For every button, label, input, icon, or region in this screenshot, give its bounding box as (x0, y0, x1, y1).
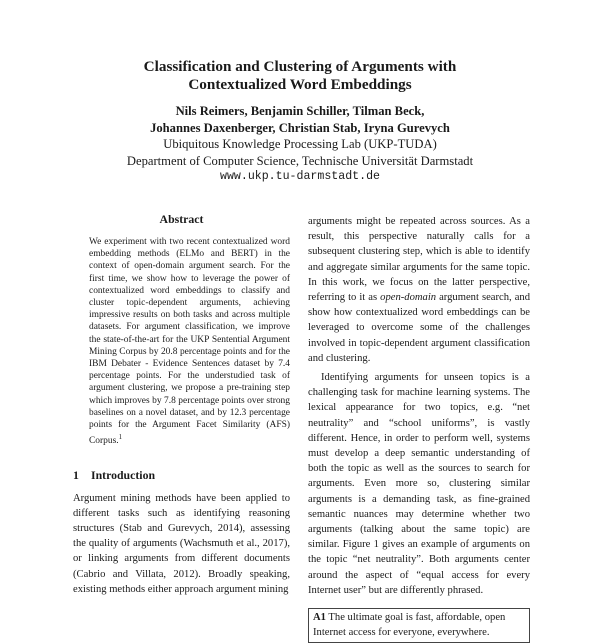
body-paragraph: Identifying arguments for unseen topics is a challenging task for machine learning systems. The lexical appearance for two topics, e.g. “net neutrality” and “school uniforms”, is vastly different. Hence, in order to perform well, systems must develop a deep semantic understanding of both the topic as well as the sources to search for arguments. Even more so, clustering similar arguments is a demanding task, as fine-grained semantic nuances may determine whether two arguments (talking about the same topic) are similar. Figure 1 gives an example of arguments on the topic “net neutrality”. Both arguments center around the aspect of “equal access for every Internet user” but are differently phrased. (308, 372, 530, 596)
affiliation-department: Department of Computer Science, Technische Universität Darmstadt (126, 153, 474, 168)
paper-title (60, 58, 540, 94)
section-heading-introduction (73, 468, 290, 482)
author-names: Johannes Daxenberger, Christian Stab, Iryna Gurevych (150, 120, 450, 135)
title-line: Classification and Clustering of Arguments with (143, 58, 457, 75)
emphasis-term: open-domain (380, 292, 437, 304)
body-paragraph: arguments might be repeated across sources. As a result, this perspective naturally calls for a subsequent clustering step, which is able to identify and aggregate similar arguments for the same topic. In this work, we focus on the latter perspective, referring to it as open-domain argument search, and show how contextualized word embeddings can be leveraged to overcome some of the challenges involved in topic-dependent argument classification and clustering. (308, 216, 530, 364)
affiliation-url[interactable]: www.ukp.tu-darmstadt.de (219, 170, 381, 183)
author-block (60, 103, 540, 186)
abstract-text: We experiment with two recent contextualized word embedding methods (ELMo and BERT) in the context of open-domain argument search. For the first time, we show how to leverage the power of contextualized word embeddings to classify and cluster topic-dependent arguments, achieving impressive results on both tasks and across multiple datasets. For argument classification, we improve the state-of-the-art for the UKP Sentential Argument Mining Corpus by 20.8 percentage points and for the IBM Debater - Evidence Sentences dataset by 7.4 percentage points. For the understudied task of argument clustering, we propose a pre-training step which improves by 7.8 percentage points over strong baselines on a novel dataset, and by 12.3 percentage points for the Argument Facet Similarity (AFS) Corpus.$^1$ (89, 237, 290, 447)
title-line: Contextualized Word Embeddings (188, 76, 412, 93)
abstract-heading: Abstract (159, 212, 204, 226)
author-names: Nils Reimers, Benjamin Schiller, Tilman Beck, (175, 104, 425, 118)
right-column (308, 214, 530, 643)
argument-text: The ultimate goal is fast, affordable, open Internet access for everyone, everywhere. (313, 612, 506, 638)
footnote-mark[interactable]: 1 (118, 433, 123, 442)
left-column (73, 212, 290, 597)
affiliation-lab: Ubiquitous Knowledge Processing Lab (UKP-TUDA) (163, 137, 437, 151)
section-title: Introduction (91, 467, 156, 482)
section-number: 1 (73, 467, 79, 482)
example-argument-box (308, 608, 530, 643)
argument-label: A1 (313, 612, 326, 624)
introduction-paragraph: Argument mining methods have been applied to different tasks such as identifying reasoning structures (Stab and Gurevych, 2014), assessing the quality of arguments (Wachsmuth et al., 2017), or linking arguments from different documents (Cabrio and Villata, 2012). Broadly speaking, existing methods either approach argument mining (73, 492, 290, 595)
